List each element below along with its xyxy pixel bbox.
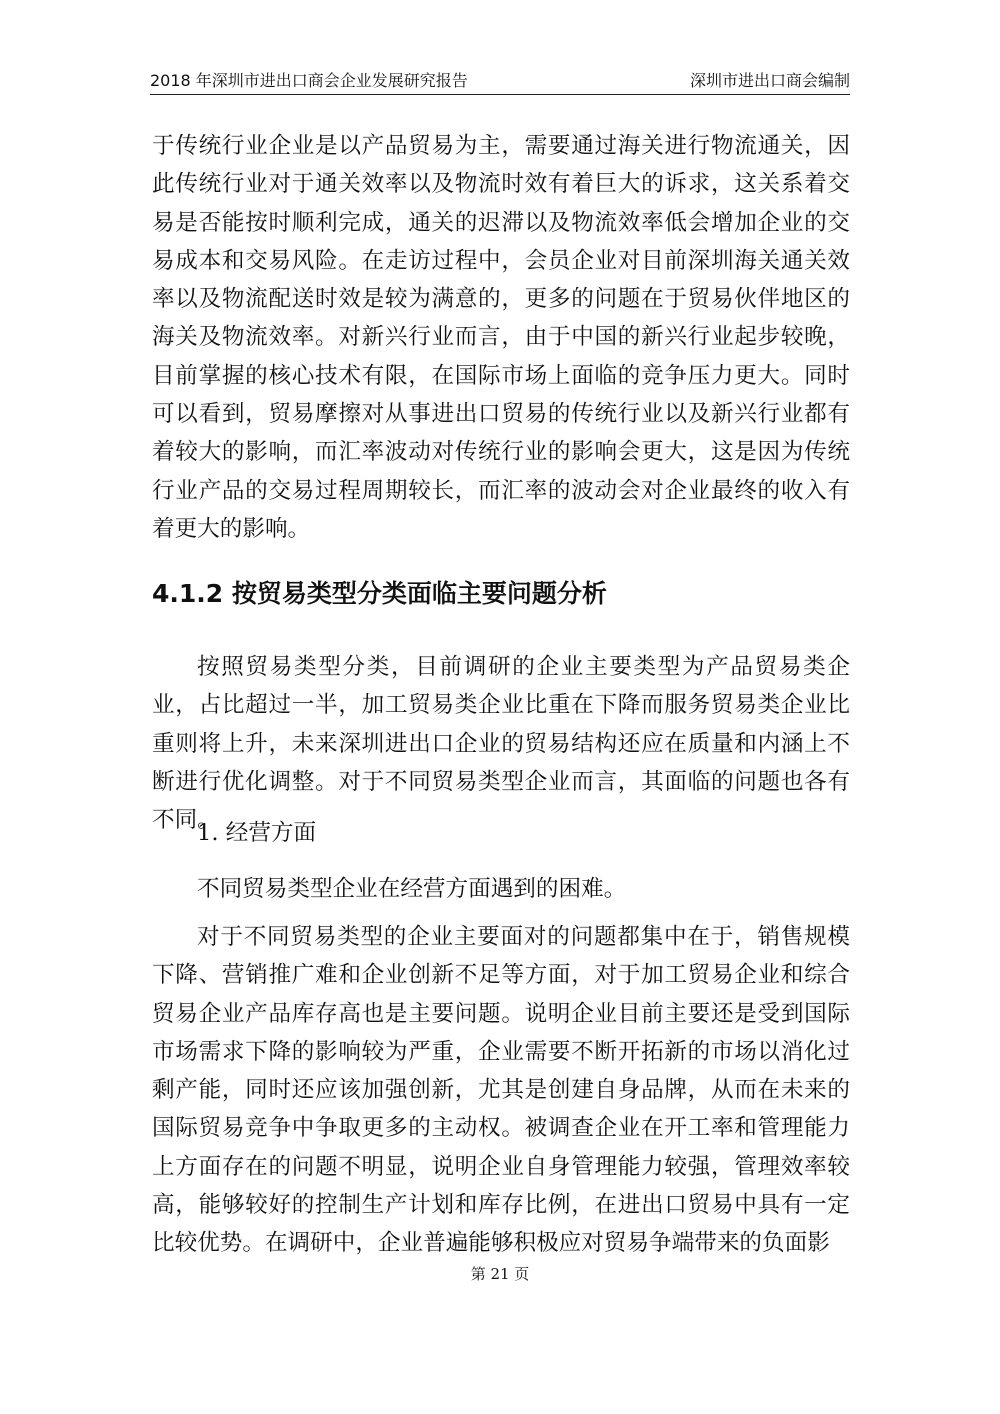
paragraph-trade-types: 按照贸易类型分类，目前调研的企业主要类型为产品贸易类企业，占比超过一半，加工贸易类企业比重在下降而服务贸易类企业比重则将上升，未来深圳进出口企业的贸易结构还应在质量和内涵上不断进行优化调整。对于不同贸易类型企业而言，其面临的问题也各有不同。 — [152, 654, 850, 834]
subheading-operations: 1. 经营方面 — [197, 820, 317, 846]
page-number: 第 21 页 — [470, 1265, 530, 1283]
section-heading: 4.1.2 按贸易类型分类面临主要问题分析 — [152, 579, 607, 608]
report-title: 2018 年深圳市进出口商会企业发展研究报告 — [150, 71, 468, 90]
publisher-name: 深圳市进出口商会编制 — [689, 71, 850, 90]
paragraph-operations-analysis: 对于不同贸易类型的企业主要面对的问题都集中在于，销售规模下降、营销推广难和企业创新不足等方面，对于加工贸易企业和综合贸易企业产品库存高也是主要问题。说明企业目前主要还是受到国际市场需求下降的影响较为严重，企业需要不断开拓新的市场以消化过剩产能，同时还应该加强创新，尤其是创建自身品牌，从而在未来的国际贸易竞争中争取更多的主动权。被调查企业在开工率和管理能力上方面存在的问题不明显，说明企业自身管理能力较强，管理效率较高，能够较好的控制生产计划和库存比例，在进出口贸易中具有一定比较优势。在调研中，企业普遍能够积极应对贸易争端带来的负面影 — [152, 924, 850, 1257]
paragraph-operations-intro: 不同贸易类型企业在经营方面遇到的困难。 — [197, 876, 627, 902]
page-header — [150, 68, 850, 95]
paragraph-traditional-industry: 于传统行业企业是以产品贸易为主，需要通过海关进行物流通关，因此传统行业对于通关效率以及物流时效有着巨大的诉求，这关系着交易是否能按时顺利完成，通关的迟滞以及物流效率低会增加企业的交易成本和交易风险。在走访过程中，会员企业对目前深圳海关通关效率以及物流配送时效是较为满意的，更多的问题在于贸易伙伴地区的海关及物流效率。对新兴行业而言，由于中国的新兴行业起步较晚，目前掌握的核心技术有限，在国际市场上面临的竞争压力更大。同时可以看到，贸易摩擦对从事进出口贸易的传统行业以及新兴行业都有着较大的影响，而汇率波动对传统行业的影响会更大，这是因为传统行业产品的交易过程周期较长，而汇率的波动会对企业最终的收入有着更大的影响。 — [152, 133, 850, 542]
